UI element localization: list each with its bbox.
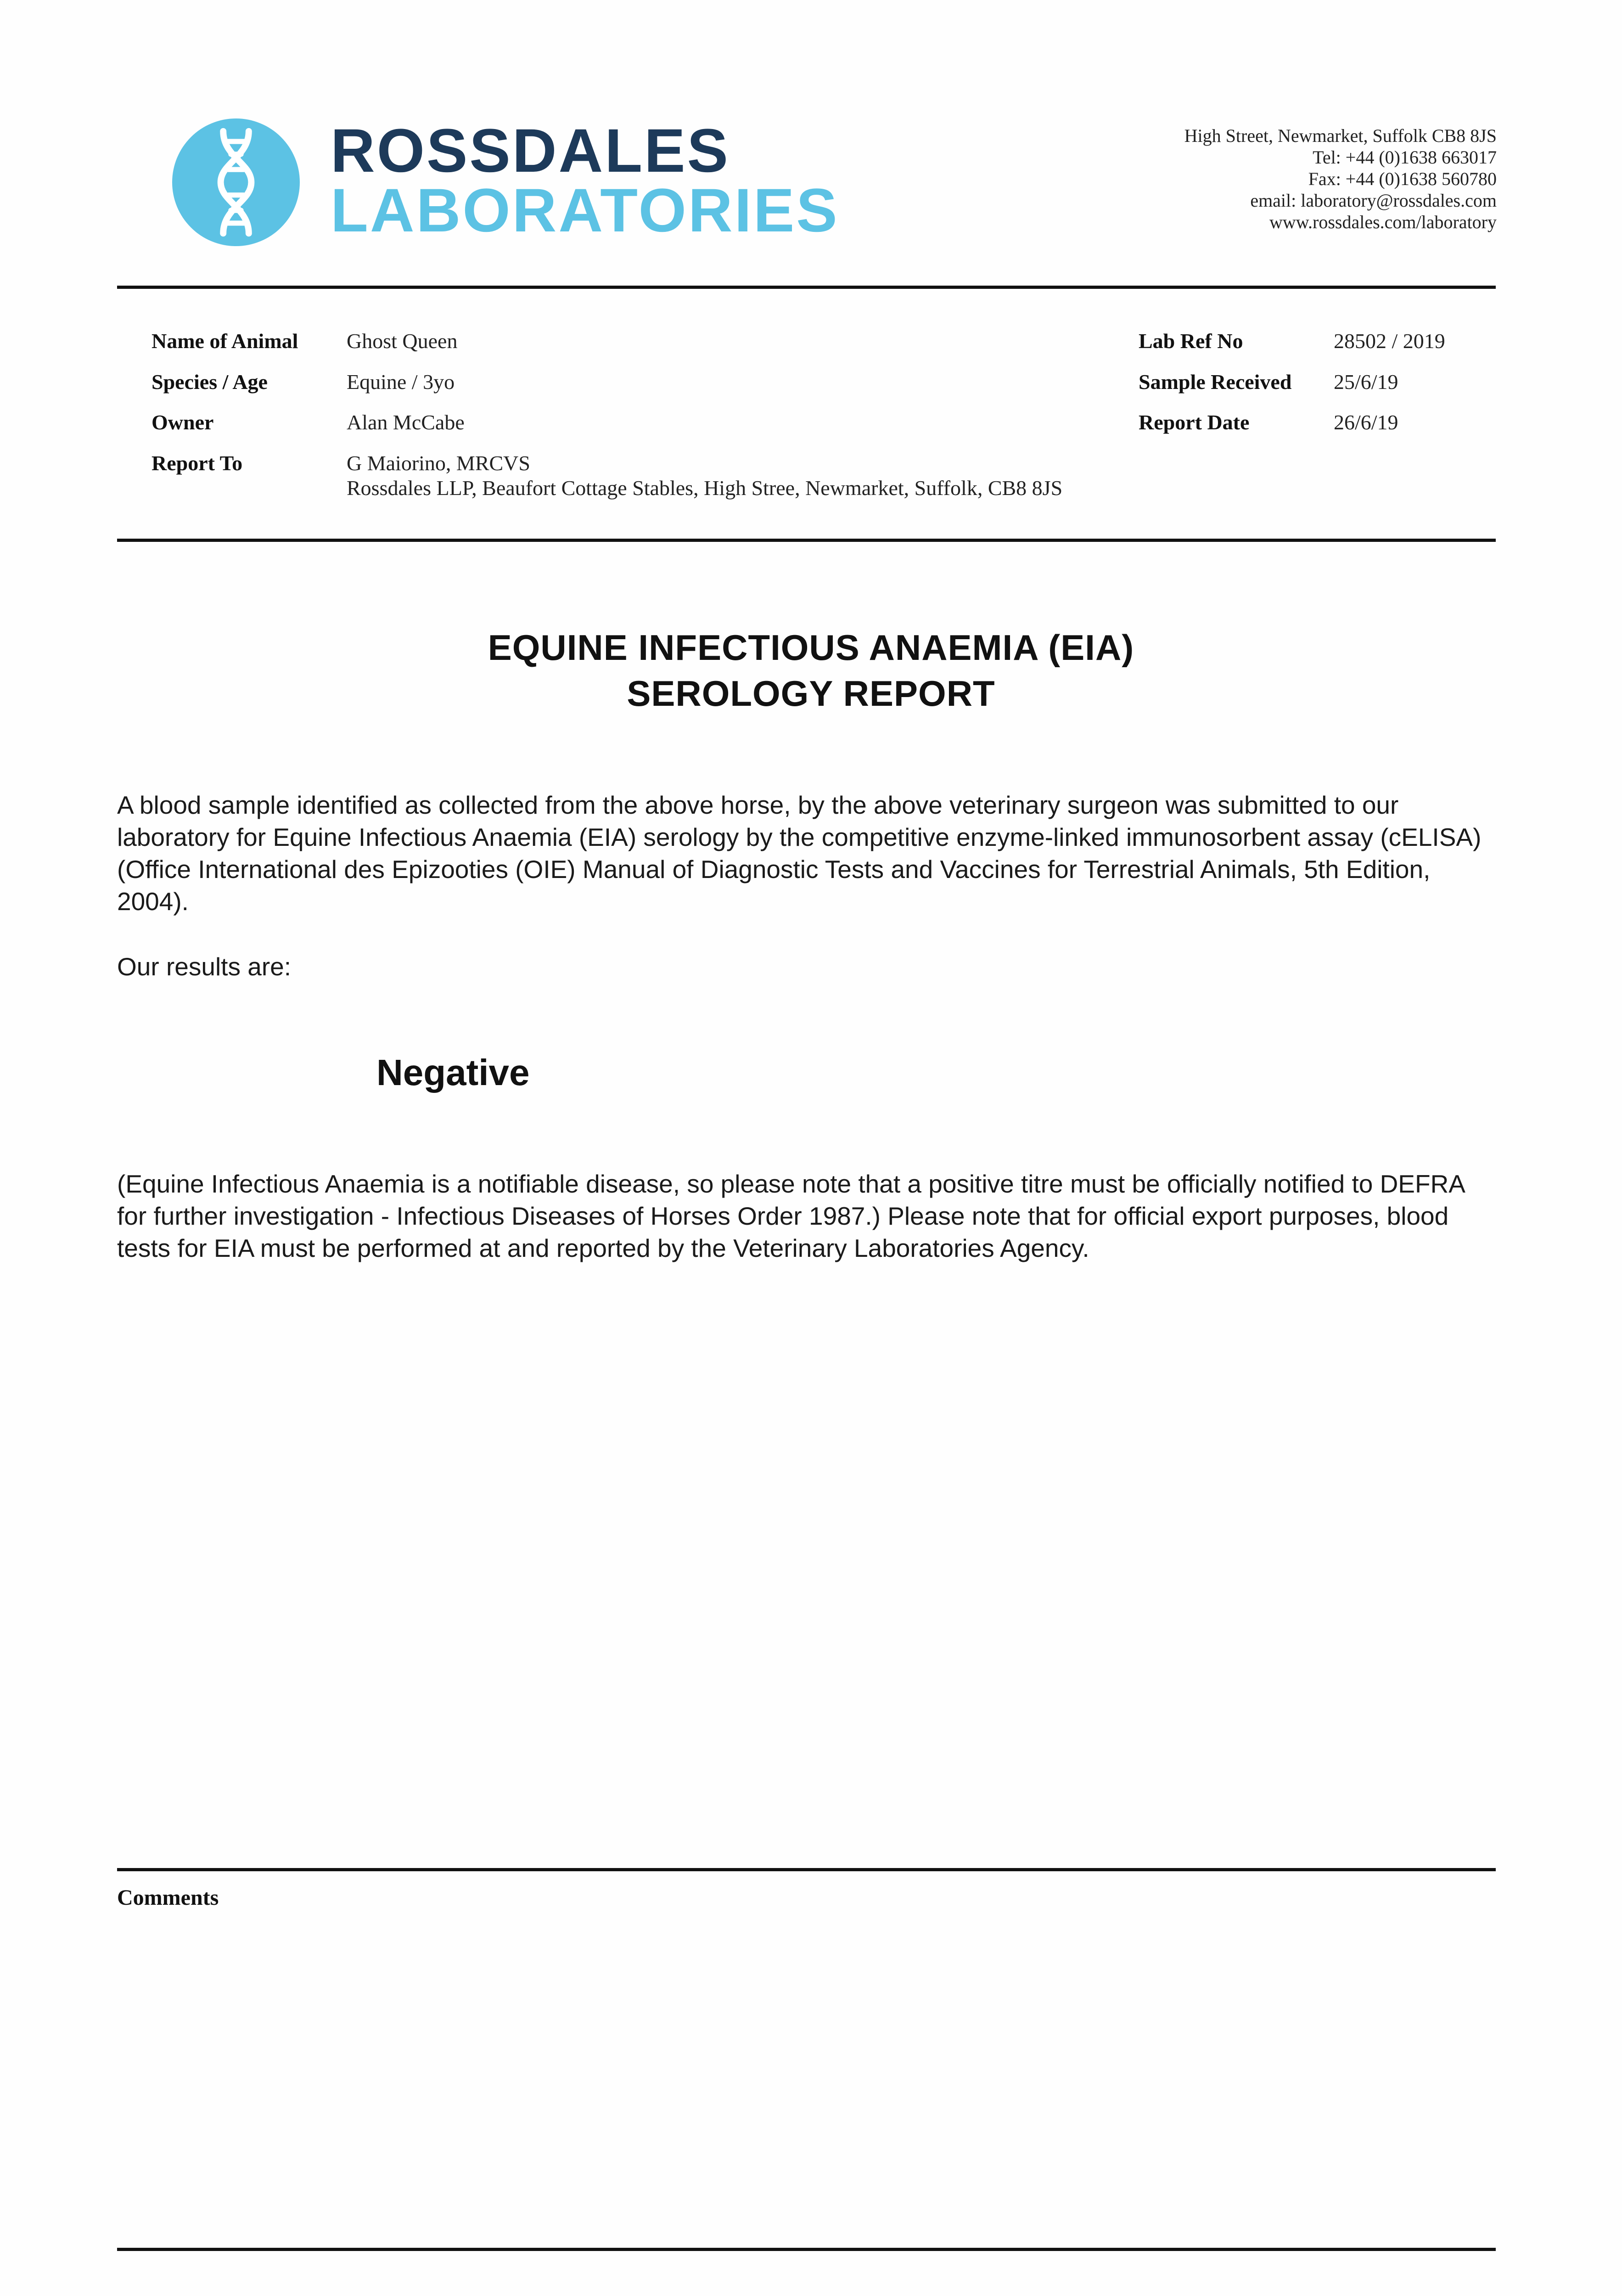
address-line: High Street, Newmarket, Suffolk CB8 8JS xyxy=(1184,125,1497,146)
phone-line: Tel: +44 (0)1638 663017 xyxy=(1313,147,1497,168)
report-date-value: 26/6/19 xyxy=(1334,411,1398,434)
notifiable-disease-note: (Equine Infectious Anaemia is a notifiable disease, so please note that a positive titre must be officially notified to DEFRA for further investigation - Infectious Diseases of Horses Order 1987.) Please note that for official export purposes, blood tests for EIA must be performed at and reported by the Veterinary Laboratories Agency. xyxy=(117,1170,1464,1262)
test-result: Negative xyxy=(376,1052,530,1093)
sample-received-label: Sample Received xyxy=(1139,370,1292,394)
comments-divider xyxy=(117,1868,1496,1871)
email-line: email: laboratory@rossdales.com xyxy=(1250,190,1497,211)
report-title-line1: EQUINE INFECTIOUS ANAEMIA (EIA) xyxy=(488,627,1134,668)
details-divider xyxy=(117,539,1496,542)
results-intro: Our results are: xyxy=(117,952,292,981)
lab-ref-value: 28502 / 2019 xyxy=(1334,329,1445,353)
brand-name-line2: LABORATORIES xyxy=(331,176,839,245)
dna-helix-icon xyxy=(172,118,300,246)
report-title-line2: SEROLOGY REPORT xyxy=(627,673,995,714)
report-to-address: Rossdales LLP, Beaufort Cottage Stables, High Stree, Newmarket, Suffolk, CB8 8JS xyxy=(347,476,1063,500)
fax-line: Fax: +44 (0)1638 560780 xyxy=(1308,169,1497,189)
species-age-label: Species / Age xyxy=(152,370,268,394)
owner-label: Owner xyxy=(152,411,214,434)
lab-ref-label: Lab Ref No xyxy=(1139,329,1243,353)
report-date-label: Report Date xyxy=(1139,411,1250,434)
comments-label: Comments xyxy=(117,1885,219,1910)
lab-address xyxy=(1184,125,1497,233)
report-to-name: G Maiorino, MRCVS xyxy=(347,451,530,475)
website-line: www.rossdales.com/laboratory xyxy=(1269,212,1497,232)
name-of-animal-label: Name of Animal xyxy=(152,329,298,353)
owner-value: Alan McCabe xyxy=(347,411,465,434)
brand-name-line1: ROSSDALES xyxy=(331,117,730,185)
name-of-animal-value: Ghost Queen xyxy=(347,329,458,353)
footer-divider xyxy=(117,2248,1496,2251)
sample-received-value: 25/6/19 xyxy=(1334,370,1398,394)
species-age-value: Equine / 3yo xyxy=(347,370,455,394)
report-description: A blood sample identified as collected from the above horse, by the above veterinary surgeon was submitted to our laboratory for Equine Infectious Anaemia (EIA) serology by the competitive enzyme-linked immunosorbent assay (cELISA) (Office International des Epizooties (OIE) Manual of Diagnostic Tests and Vaccines for Terrestrial Animals, 5th Edition, 2004). xyxy=(117,791,1482,916)
report-to-label: Report To xyxy=(152,451,243,475)
header-divider xyxy=(117,286,1496,289)
